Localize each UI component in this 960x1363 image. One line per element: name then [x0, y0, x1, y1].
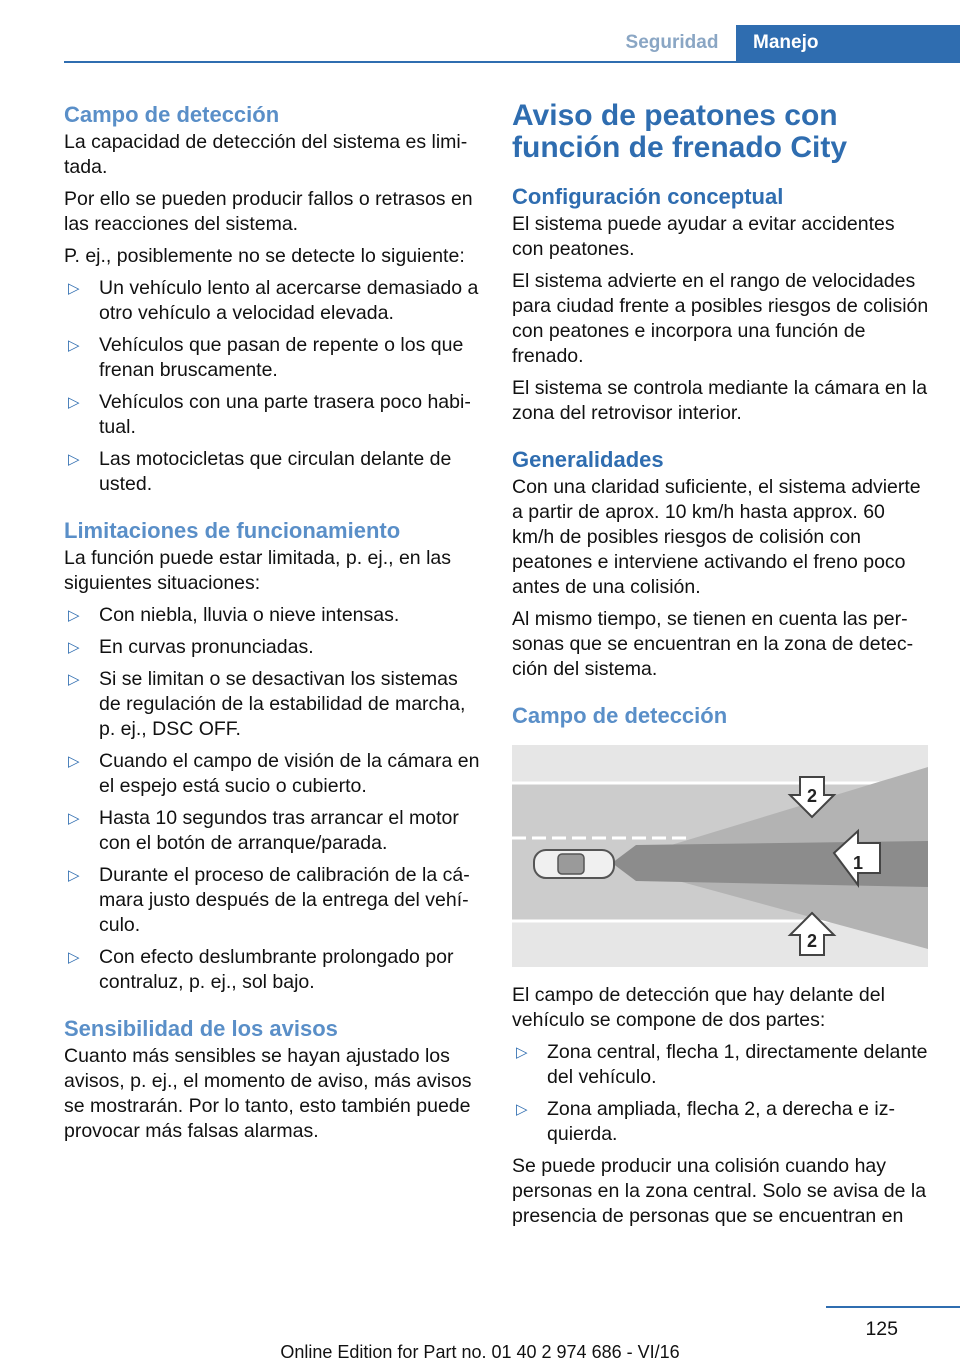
triangle-bullet-icon: ▷ — [68, 753, 80, 770]
list-item-text: Si se limitan o se desactivan los sistemas de regulación de la estabilidad de marcha, p. ej., DSC OFF. — [99, 668, 466, 740]
section-title-campo-deteccion-right: Campo de detección — [512, 703, 728, 728]
paragraph: El sistema advierte en el rango de velocidades para ciudad frente a posibles riesgos de colisión con peatones e incorpora una función de frenado. — [512, 270, 929, 367]
list-item — [64, 749, 482, 799]
list-item — [64, 667, 482, 742]
main-title: Aviso de peatones con función de frenado City — [512, 99, 848, 164]
section-title-sensibilidad: Sensibilidad de los avisos — [64, 1016, 338, 1041]
list-item-text: Hasta 10 segundos tras arrancar el motor con el botón de arranque/parada. — [99, 807, 459, 854]
list-item — [512, 1097, 930, 1147]
paragraph: La función puede estar limitada, p. ej., en las siguientes situaciones: — [64, 547, 451, 594]
triangle-bullet-icon: ▷ — [68, 867, 80, 884]
list-item-text: Con efecto deslumbrante prolongado por contraluz, p. ej., sol bajo. — [99, 946, 454, 993]
section-title-configuracion: Configuración conceptual — [512, 184, 784, 209]
list-item-text: Zona central, flecha 1, directamente delante del vehículo. — [547, 1041, 928, 1088]
list-item — [64, 603, 482, 628]
list-item-text: Vehículos que pasan de repente o los que frenan bruscamente. — [99, 334, 464, 381]
arrow-bottom-label: 2 — [806, 931, 818, 951]
detection-field-figure — [512, 745, 928, 967]
triangle-bullet-icon: ▷ — [68, 337, 80, 354]
list-item-text: Durante el proceso de calibración de la cámara justo después de la entrega del vehículo. — [99, 864, 470, 936]
paragraph: Al mismo tiempo, se tienen en cuenta las personas que se encuentran en la zona de detección del sistema. — [512, 608, 914, 680]
footer-rule — [826, 1306, 960, 1308]
list-item-text: Las motocicletas que circulan delante de usted. — [99, 448, 452, 495]
list-item — [64, 276, 482, 326]
list-item — [64, 945, 482, 995]
list-item-text: Zona ampliada, flecha 2, a derecha e izquierda. — [547, 1098, 895, 1145]
bullet-list-detection — [64, 276, 482, 497]
edition-line: Online Edition for Part no. 01 40 2 974 686 - VI/16 — [280, 1342, 680, 1362]
triangle-bullet-icon: ▷ — [68, 394, 80, 411]
paragraph: P. ej., posiblemente no se detecte lo siguiente: — [64, 245, 465, 267]
left-column — [64, 100, 482, 1151]
page-number: 125 — [865, 1318, 898, 1340]
list-item-text: En curvas pronunciadas. — [99, 636, 314, 658]
list-item-text: Cuando el campo de visión de la cámara en el espejo está sucio o cubierto. — [99, 750, 480, 797]
arrow-center-label: 1 — [852, 853, 864, 873]
list-item — [64, 390, 482, 440]
paragraph: El sistema se controla mediante la cámara en la zona del retrovisor interior. — [512, 377, 928, 424]
car-roof — [558, 854, 584, 874]
triangle-bullet-icon: ▷ — [68, 639, 80, 656]
bullet-list-limitations — [64, 603, 482, 995]
triangle-bullet-icon: ▷ — [516, 1044, 528, 1061]
section-title-limitaciones: Limitaciones de funcionamiento — [64, 518, 401, 543]
section-title-generalidades: Generalidades — [512, 447, 664, 472]
arrow-top-label: 2 — [806, 786, 818, 806]
paragraph: Cuanto más sensibles se hayan ajustado los avisos, p. ej., el momento de aviso, más avisos se mostrarán. Por lo tanto, esto también puede provocar más falsas alarmas. — [64, 1045, 472, 1142]
page-header — [0, 0, 960, 62]
paragraph: La capacidad de detección del sistema es limitada. — [64, 131, 468, 178]
section-title-campo-deteccion: Campo de detección — [64, 102, 280, 127]
list-item — [512, 1040, 930, 1090]
triangle-bullet-icon: ▷ — [68, 949, 80, 966]
triangle-bullet-icon: ▷ — [68, 280, 80, 297]
paragraph: Se puede producir una colisión cuando hay personas en la zona central. Solo se avisa de la presencia de personas que se encuentran en — [512, 1155, 927, 1227]
list-item — [64, 447, 482, 497]
paragraph: El sistema puede ayudar a evitar accidentes con peatones. — [512, 213, 895, 260]
triangle-bullet-icon: ▷ — [68, 451, 80, 468]
list-item-text: Vehículos con una parte trasera poco habitual. — [99, 391, 471, 438]
triangle-bullet-icon: ▷ — [68, 607, 80, 624]
list-item-text: Con niebla, lluvia o nieve intensas. — [99, 604, 400, 626]
bullet-list-zones — [512, 1040, 930, 1147]
triangle-bullet-icon: ▷ — [68, 810, 80, 827]
header-rule — [64, 61, 960, 63]
list-item — [64, 635, 482, 660]
right-column — [512, 100, 930, 1236]
triangle-bullet-icon: ▷ — [68, 671, 80, 688]
list-item-text: Un vehículo lento al acercarse demasiado a otro vehículo a velocidad elevada. — [99, 277, 479, 324]
list-item — [64, 333, 482, 383]
list-item — [64, 863, 482, 938]
list-item — [64, 806, 482, 856]
paragraph: Con una claridad suficiente, el sistema advierte a partir de aprox. 10 km/h hasta approx. 60 km/h de posibles riesgos de colisión con peatones e interviene activando el freno poco antes de una colisión. — [512, 476, 921, 598]
tab-manejo[interactable]: Manejo — [736, 25, 960, 61]
paragraph: Por ello se pueden producir fallos o retrasos en las reacciones del sistema. — [64, 188, 473, 235]
tab-seguridad[interactable]: Seguridad — [625, 32, 719, 53]
triangle-bullet-icon: ▷ — [516, 1101, 528, 1118]
paragraph: El campo de detección que hay delante del vehículo se compone de dos partes: — [512, 984, 885, 1031]
